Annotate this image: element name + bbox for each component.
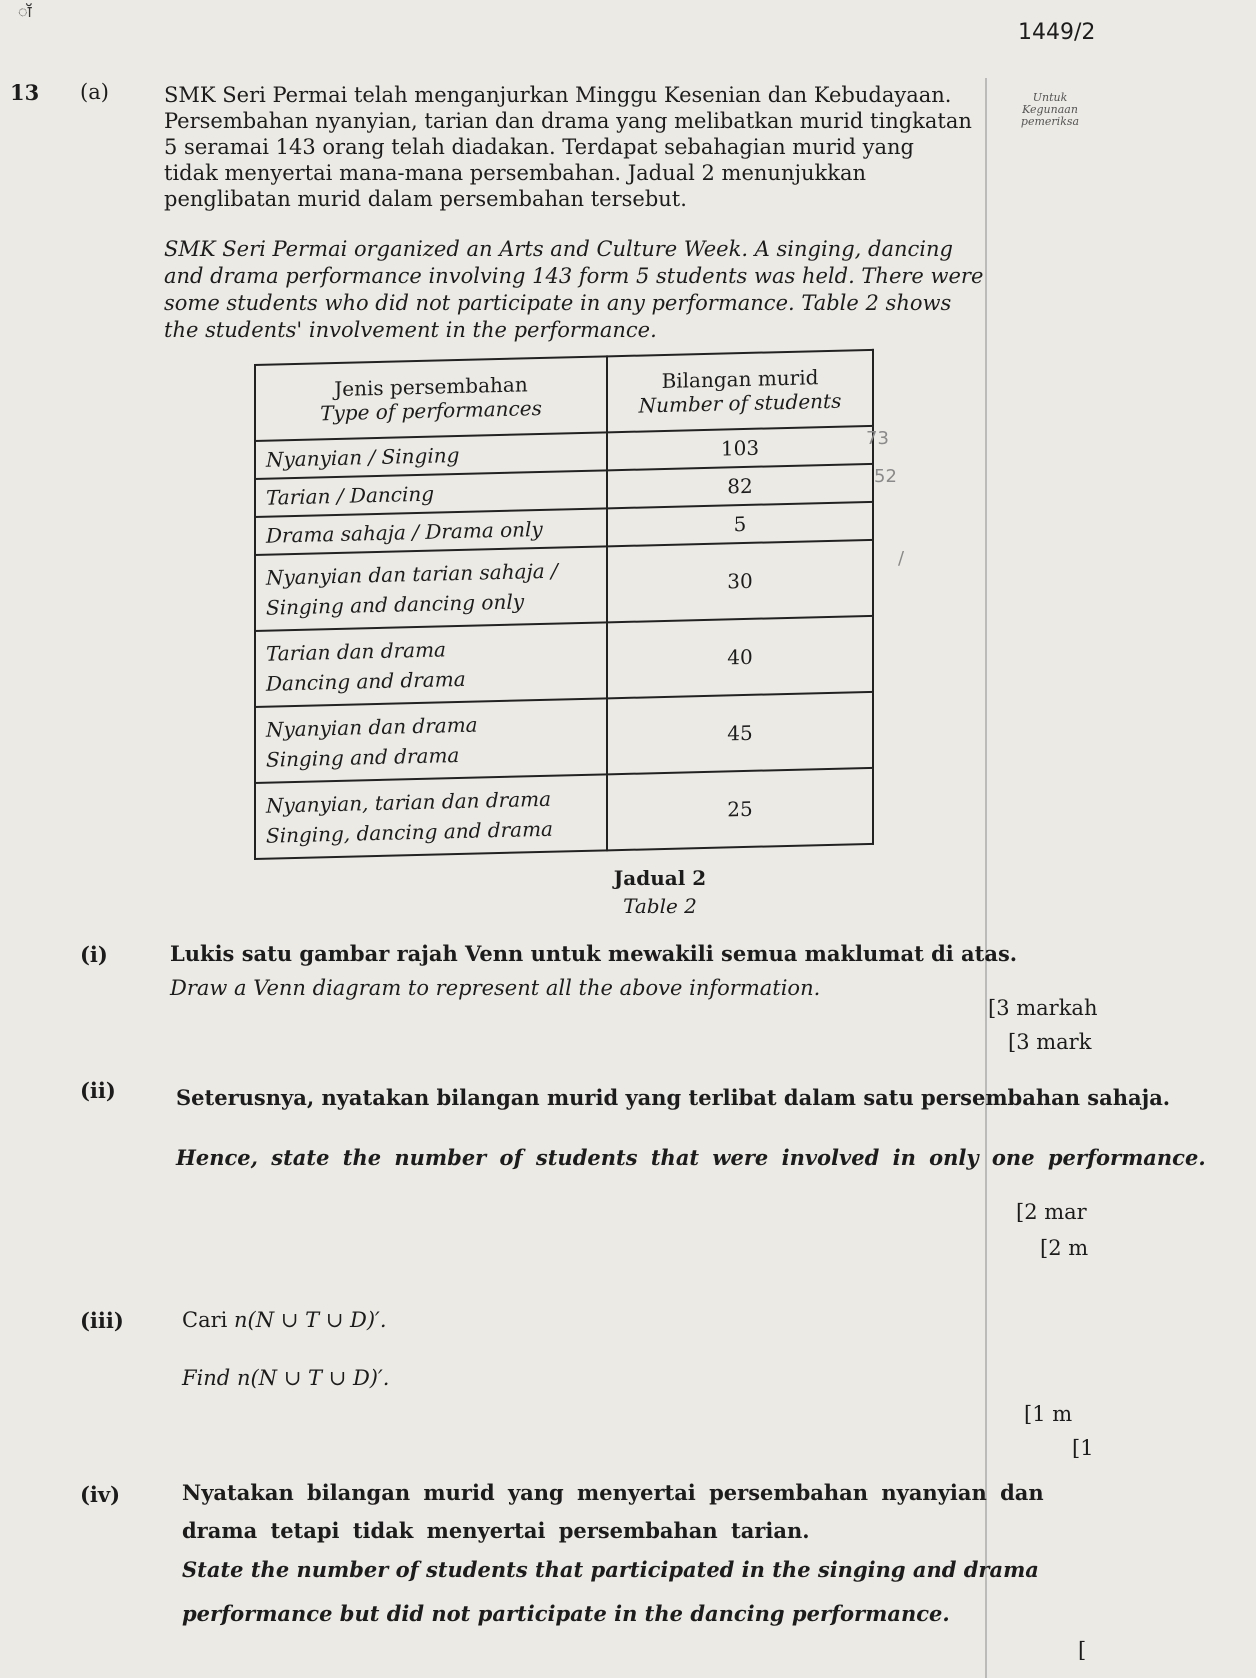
row-type [255,698,607,783]
side-note-line-2: Kegunaan [1022,103,1078,116]
performance-table [254,349,874,860]
row-type-label: Nyanyian / Singing [266,442,460,472]
question-iii-expr-en: n(N ∪ T ∪ D)′. [236,1366,390,1390]
question-ii-mark-ms: [2 mar [1016,1200,1087,1224]
question-i-en: Draw a Venn diagram to represent all the above information. [170,976,821,1000]
part-label: (a) [80,80,109,104]
row-value: 45 [607,692,873,775]
intro-malay: SMK Seri Permai telah menganjurkan Minggu Kesenian dan Kebudayaan. Persembahan nyanyian, tarian dan drama yang melibatkan murid tingkatan 5 seramai 143 orang telah diadakan. Terdapat sebahagian murid yang tidak menyertai mana-mana persembahan. Jadual 2 menunjukkan penglibatan murid dalam persembahan tersebut. [164,83,972,211]
row-value: 5 [607,502,873,547]
header-type-en: Type of performances [320,395,542,426]
question-iii-mark-en: [1 [1072,1436,1094,1460]
table-row [255,768,873,859]
question-iii-en [182,1364,389,1392]
question-iv-mark: [ [1078,1638,1087,1662]
pencil-note-52: 52 [874,466,897,487]
row-type-ms: Tarian dan drama [266,637,446,666]
question-i-ms: Lukis satu gambar rajah Venn untuk mewakili semua maklumat di atas. [170,941,1018,966]
side-note-line-3: pemeriksa [1020,115,1080,128]
question-iv-ms: Nyatakan bilangan murid yang menyertai persembahan nyanyian dan drama tetapi tidak menyertai persembahan tarian. [182,1480,1044,1543]
header-num-ms: Bilangan murid [661,365,819,394]
row-type-label: Tarian / Dancing [266,481,435,510]
row-value: 103 [607,426,873,471]
row-type-label: Drama sahaja / Drama only [266,516,543,548]
page-code: 1449/2 [1018,20,1096,45]
question-iii-mark-ms: [1 m [1024,1402,1073,1426]
question-iii-en-prefix: Find [182,1366,231,1390]
question-i-mark-ms: [3 markah [988,996,1098,1020]
question-ii-ms: Seterusnya, nyatakan bilangan murid yang terlibat dalam satu persembahan sahaja. [176,1085,1171,1110]
question-iii-label: (iii) [80,1308,124,1333]
row-type-en: Singing and dancing only [266,589,525,620]
question-i-mark-en: [3 mark [1008,1030,1092,1054]
row-value: 40 [607,616,873,699]
question-iv-en: State the number of students that participated in the singing and drama performance but did not participate in the dancing performance. [182,1557,1039,1626]
question-iv-label: (iv) [80,1482,121,1507]
header-type [255,356,607,441]
row-type-ms: Nyanyian dan drama [266,712,478,742]
header-type-ms: Jenis persembahan [334,372,528,402]
corner-mark: ॉ [18,2,32,21]
question-number: 13 [10,80,40,105]
question-ii-label: (ii) [80,1078,116,1103]
row-type-en: Singing, dancing and drama [266,816,553,848]
row-type-en: Dancing and drama [266,666,466,696]
question-i-label: (i) [80,942,108,967]
row-type [255,622,607,707]
pencil-note-slash: / [898,548,905,569]
row-type-en: Singing and drama [266,742,460,772]
pencil-note-73: 73 [866,428,889,449]
row-value: 82 [607,464,873,509]
row-type [255,774,607,859]
examiner-use-note [1010,92,1090,128]
margin-line [985,78,987,1678]
header-number [607,350,873,433]
row-type-ms: Nyanyian, tarian dan drama [266,786,552,818]
table-caption-ms: Jadual 2 [613,866,707,890]
row-value: 30 [607,540,873,623]
question-ii-en: Hence, state the number of students that were involved in only one performance. [176,1145,1206,1170]
row-type-ms: Nyanyian dan tarian sahaja / [266,558,558,590]
intro-english: SMK Seri Permai organized an Arts and Culture Week. A singing, dancing and drama performance involving 143 form 5 students was held. There were some students who did not participate in any performance. Table 2 shows the students' involvement in the performance. [164,237,984,342]
question-iii-ms [182,1306,387,1334]
row-value: 25 [607,768,873,851]
row-type [255,546,607,631]
header-num-en: Number of students [638,388,842,418]
table-caption-en: Table 2 [623,894,697,918]
question-iii-ms-prefix: Cari [182,1308,228,1332]
question-iii-expr: n(N ∪ T ∪ D)′. [234,1308,387,1332]
side-note-line-1: Untuk [1032,91,1068,104]
question-ii-mark-en: [2 m [1040,1236,1089,1260]
